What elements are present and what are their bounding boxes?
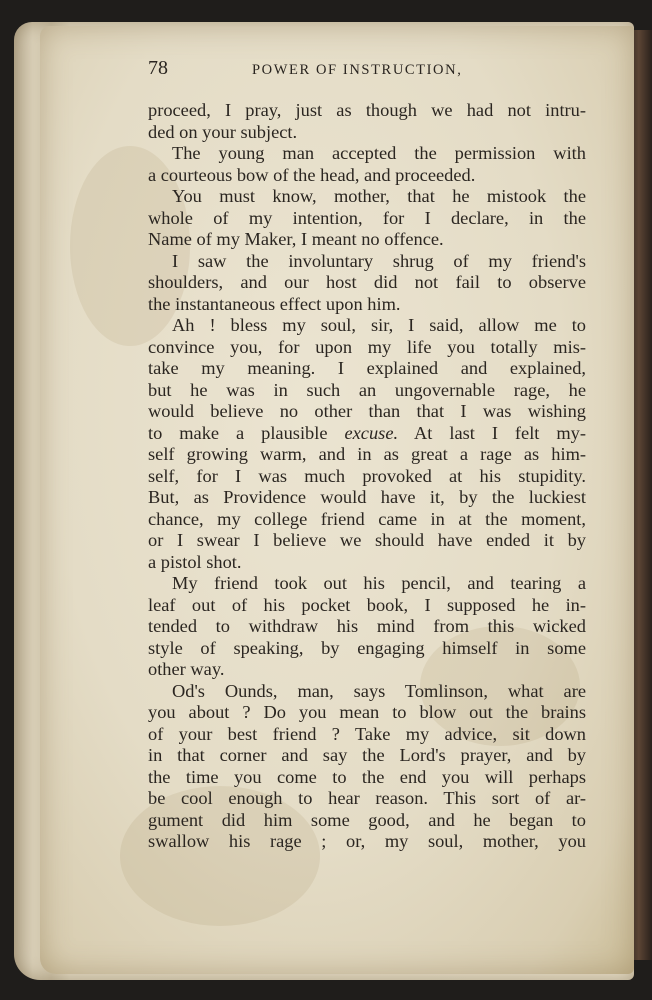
text-line-content: ded on your subject.	[148, 121, 298, 142]
text-line	[148, 208, 586, 230]
text-line-content: you about ? Do you mean to blow out the brains	[148, 702, 586, 722]
text-line	[148, 186, 586, 208]
text-line-content: other way.	[148, 659, 225, 679]
text-line	[148, 831, 586, 853]
text-line	[148, 358, 586, 380]
text-line-content: to make a plausible	[148, 422, 328, 443]
text-line	[148, 272, 586, 294]
text-line	[148, 745, 586, 767]
text-line-content: a courteous bow of the head, and proceeded.	[148, 164, 476, 185]
text-line	[148, 401, 586, 423]
text-line	[148, 573, 586, 595]
text-line-content: Ah ! bless my soul, sir, I said, allow me to	[172, 315, 586, 335]
text-line-content: would believe no other than that I was wishing	[148, 401, 586, 421]
text-line-content: convince you, for upon my life you totally mis-	[148, 336, 586, 357]
text-line	[148, 487, 586, 509]
text-line	[148, 315, 586, 337]
text-line-content: My friend took out his pencil, and tearing a	[172, 573, 586, 593]
text-line	[148, 380, 586, 402]
text-line	[148, 616, 586, 638]
text-line-continuation: At last I felt my-	[398, 422, 586, 443]
text-line	[148, 530, 586, 552]
text-line-content: I saw the involuntary shrug of my friend's	[172, 250, 586, 271]
text-line-content: proceed, I pray, just as though we had not intru-	[148, 100, 586, 120]
text-line-content: leaf out of his pocket book, I supposed he in-	[148, 594, 586, 615]
italic-word: excuse.	[344, 422, 399, 443]
text-line-content: You must know, mother, that he mistook the	[172, 186, 586, 206]
text-line-content: The young man accepted the permission with	[172, 143, 586, 163]
text-line	[148, 595, 586, 617]
text-line	[148, 788, 586, 810]
text-line	[148, 143, 586, 165]
text-line	[148, 659, 586, 681]
text-line-content: tended to withdraw his mind from this wicked	[148, 616, 586, 636]
text-line-content: shoulders, and our host did not fail to observe	[148, 272, 586, 292]
text-line	[148, 165, 586, 187]
text-line-content: Od's Ounds, man, says Tomlinson, what are	[172, 680, 586, 701]
text-line	[148, 251, 586, 273]
text-line	[148, 444, 586, 466]
text-line	[148, 702, 586, 724]
text-line	[148, 552, 586, 574]
text-line-content: swallow his rage ; or, my soul, mother, you	[148, 831, 586, 851]
text-line	[148, 100, 586, 122]
text-line	[148, 810, 586, 832]
text-line-content: be cool enough to hear reason. This sort of ar-	[148, 788, 586, 808]
text-line-content: But, as Providence would have it, by the luckiest	[148, 487, 586, 507]
text-line-content: gument did him some good, and he began to	[148, 809, 586, 830]
text-line	[148, 294, 586, 316]
text-line	[148, 724, 586, 746]
text-line	[148, 423, 586, 445]
text-line-content: Name of my Maker, I meant no offence.	[148, 229, 444, 249]
text-line-content: of your best friend ? Take my advice, sit down	[148, 723, 586, 744]
page-number: 78	[148, 57, 168, 79]
text-line-content: take my meaning. I explained and explained,	[148, 358, 586, 378]
text-line	[148, 337, 586, 359]
text-line-content: self, for I was much provoked at his stupidity.	[148, 465, 586, 486]
text-line-content: style of speaking, by engaging himself in some	[148, 637, 586, 658]
text-line-content: chance, my college friend came in at the moment,	[148, 508, 586, 529]
text-line	[148, 229, 586, 251]
text-line	[148, 681, 586, 703]
text-line	[148, 638, 586, 660]
text-line-content: a pistol shot.	[148, 551, 242, 572]
text-line	[148, 509, 586, 531]
text-line-content: in that corner and say the Lord's prayer, and by	[148, 745, 586, 765]
text-line-content: the time you come to the end you will perhaps	[148, 766, 586, 787]
text-line-content: but he was in such an ungovernable rage, he	[148, 379, 586, 400]
text-line-content: whole of my intention, for I declare, in the	[148, 207, 586, 228]
body-text	[148, 100, 586, 853]
text-line	[148, 767, 586, 789]
text-line-content: self growing warm, and in as great a rage as him-	[148, 444, 586, 464]
text-line	[148, 122, 586, 144]
running-head: POWER OF INSTRUCTION,	[252, 62, 463, 78]
text-line	[148, 466, 586, 488]
page-header	[148, 57, 578, 87]
text-line-content: the instantaneous effect upon him.	[148, 293, 401, 314]
text-line-content: or I swear I believe we should have ended it by	[148, 530, 586, 550]
